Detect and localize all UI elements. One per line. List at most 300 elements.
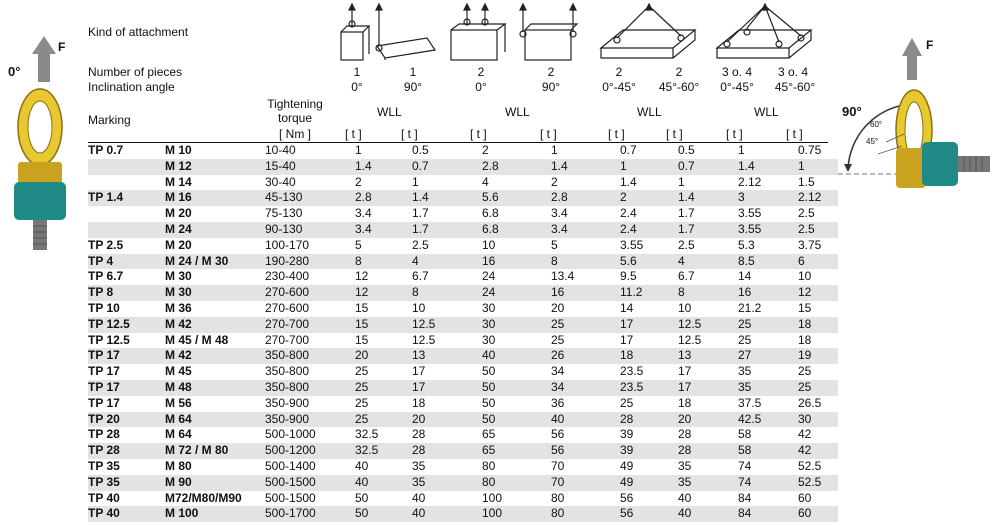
wll-cell: 3.4 — [551, 222, 620, 238]
wll-cell: 6.8 — [482, 222, 551, 238]
torque-cell: 350-800 — [265, 348, 355, 364]
wll-cell: 1.4 — [355, 159, 412, 175]
wll-cell: 28 — [678, 427, 692, 442]
wll-cell: 10 — [678, 300, 692, 315]
wll-cell: 100 — [482, 490, 503, 505]
table-row — [88, 175, 838, 191]
torque-cell: 500-1200 — [265, 443, 355, 459]
wll-cell: 50 — [355, 490, 369, 505]
angle-3: 0° — [475, 80, 487, 94]
table-row — [88, 159, 838, 175]
unit-t-8: [ t ] — [786, 127, 803, 141]
marking-cell: TP 40 — [88, 490, 120, 505]
wll-cell: 17 — [412, 364, 426, 379]
wll-cell: 1.7 — [412, 206, 429, 221]
torque-cell: 10-40 — [265, 143, 296, 157]
wll-cell: 24 — [482, 269, 496, 284]
table-row — [88, 348, 838, 364]
wll-cell: 28 — [620, 412, 678, 428]
table-row — [88, 380, 838, 396]
angle-8: 45°-60° — [774, 80, 816, 94]
wll-cell: 84 — [738, 490, 752, 505]
wll-cell: 80 — [482, 475, 551, 491]
wll-cell: 6.7 — [678, 269, 695, 284]
wll-cell: 8.5 — [738, 254, 798, 270]
table-row — [88, 301, 838, 317]
torque-cell: 75-130 — [265, 206, 303, 221]
wll-cell: 25 — [798, 364, 812, 379]
wll-cell: 56 — [551, 427, 565, 442]
thread-cell: M 30 — [165, 285, 265, 301]
thread-cell: M 64 — [165, 427, 192, 442]
thread-cell: M 64 — [165, 412, 265, 428]
pieces-8: 3 o. 4 — [777, 65, 809, 79]
wll-cell: 5 — [551, 237, 558, 252]
marking-cell: TP 12.5 — [88, 317, 165, 333]
marking-cell: TP 2.5 — [88, 237, 124, 252]
wll-cell: 5.6 — [620, 254, 678, 270]
table-row — [88, 206, 838, 222]
wll-cell: 56 — [620, 490, 634, 505]
wll-cell: 18 — [620, 348, 678, 364]
wll-cell: 84 — [738, 506, 798, 522]
wll-cell: 28 — [678, 443, 738, 459]
wll-cell: 30 — [798, 412, 838, 428]
pieces-2: 1 — [409, 65, 417, 79]
wll-cell: 1 — [355, 143, 362, 157]
wll-cell: 40 — [355, 475, 412, 491]
wll-cell: 35 — [412, 458, 426, 473]
wll-cell: 25 — [355, 395, 369, 410]
marking-cell: TP 35 — [88, 458, 120, 473]
wll-cell: 40 — [551, 412, 620, 428]
wll-cell: 5.3 — [738, 237, 755, 252]
torque-cell: 30-40 — [265, 174, 296, 189]
wll-cell: 42 — [798, 427, 812, 442]
wll-cell: 3.75 — [798, 237, 822, 252]
wll-cell: 12.5 — [412, 332, 436, 347]
wll-cell: 27 — [738, 348, 798, 364]
torque-cell: 350-800 — [265, 380, 355, 396]
wll-cell: 2 — [620, 190, 678, 206]
wll-cell: 0.5 — [412, 143, 429, 157]
table-row — [88, 396, 838, 412]
wll-cell: 50 — [482, 380, 551, 396]
wll-cell: 25 — [355, 380, 412, 396]
wll-cell: 65 — [482, 427, 496, 442]
table-row — [88, 333, 838, 349]
wll-cell: 12.5 — [678, 332, 702, 347]
table-row — [88, 222, 838, 238]
unit-t-4: [ t ] — [540, 127, 557, 141]
wll-cell: 5 — [355, 237, 362, 252]
angle-4: 90° — [541, 80, 561, 94]
wll-cell: 3.55 — [620, 237, 644, 252]
pieces-6: 2 — [675, 65, 683, 79]
wll-cell: 34 — [551, 380, 620, 396]
wll-cell: 49 — [620, 475, 678, 491]
table-row — [88, 491, 838, 507]
wll-cell: 58 — [738, 443, 798, 459]
wll-cell: 1.7 — [412, 222, 482, 238]
wll-cell: 39 — [620, 443, 678, 459]
wll-cell: 37.5 — [738, 395, 762, 410]
wll-cell: 16 — [551, 285, 620, 301]
wll-cell: 2 — [482, 143, 489, 157]
wll-cell: 8 — [678, 285, 738, 301]
marking-cell: TP 8 — [88, 285, 165, 301]
wll-cell: 2.5 — [412, 237, 429, 252]
marking-cell — [88, 206, 165, 222]
attachment-double-90-icon — [520, 4, 577, 60]
wll-cell: 1.4 — [738, 159, 798, 175]
wll-cell: 2 — [355, 174, 362, 189]
pieces-3: 2 — [477, 65, 485, 79]
angle-2: 90° — [403, 80, 423, 94]
wll-cell: 39 — [620, 427, 634, 442]
wll-cell: 19 — [798, 348, 838, 364]
pieces-7: 3 o. 4 — [721, 65, 753, 79]
wll-cell: 14 — [620, 300, 634, 315]
torque-cell: 500-1000 — [265, 427, 316, 442]
torque-cell: 500-1700 — [265, 506, 355, 522]
wll-cell: 3.4 — [355, 206, 372, 221]
wll-cell: 15 — [355, 332, 369, 347]
unit-t-6: [ t ] — [666, 127, 683, 141]
angle-7: 0°-45° — [720, 80, 754, 94]
torque-cell: 500-1500 — [265, 490, 316, 505]
thread-cell: M 90 — [165, 475, 265, 491]
wll-cell: 5.6 — [482, 190, 551, 206]
wll-cell: 2.8 — [551, 190, 620, 206]
table-row — [88, 238, 838, 254]
wll-cell: 8 — [551, 254, 620, 270]
wll-cell: 25 — [355, 412, 412, 428]
wll-cell: 40 — [678, 490, 692, 505]
wll-cell: 30 — [482, 332, 496, 347]
thread-cell: M 45 — [165, 364, 192, 379]
wll-cell: 1.7 — [678, 206, 695, 221]
marking-cell: TP 17 — [88, 364, 120, 379]
wll-cell: 2.4 — [620, 222, 678, 238]
thread-cell: M 16 — [165, 190, 265, 206]
wll-cell: 17 — [620, 317, 678, 333]
unit-t-5: [ t ] — [608, 127, 625, 141]
wll-cell: 1.5 — [798, 174, 815, 189]
thread-cell: M 20 — [165, 237, 192, 252]
pieces-4: 2 — [547, 65, 555, 79]
wll-cell: 35 — [412, 475, 482, 491]
left-angle-label: 0° — [8, 64, 21, 79]
wll-cell: 40 — [412, 506, 482, 522]
wll-cell: 65 — [482, 443, 551, 459]
wll-table — [88, 143, 838, 522]
thread-cell: M 42 — [165, 317, 265, 333]
thread-cell: M 80 — [165, 458, 192, 473]
wll-cell: 1.4 — [412, 190, 482, 206]
wll-cell: 9.5 — [620, 269, 637, 284]
wll-cell: 1 — [551, 143, 558, 157]
attachment-single-90-icon — [376, 4, 435, 60]
wll-cell: 3 — [738, 190, 798, 206]
wll-cell: 15 — [798, 300, 812, 315]
wll-cell: 21.2 — [738, 300, 762, 315]
wll-cell: 2.12 — [738, 174, 762, 189]
wll-cell: 40 — [355, 458, 369, 473]
wll-table-body — [88, 143, 838, 522]
wll-cell: 6.8 — [482, 206, 499, 221]
wll-cell: 8 — [355, 254, 412, 270]
torque-cell: 190-280 — [265, 254, 355, 270]
number-of-pieces-label: Number of pieces — [88, 65, 183, 79]
wll-header-1: WLL — [377, 105, 402, 119]
marking-cell: TP 35 — [88, 475, 165, 491]
wll-cell: 8 — [412, 285, 482, 301]
table-row — [88, 269, 838, 285]
torque-cell: 350-900 — [265, 395, 310, 410]
wll-cell: 28 — [412, 427, 426, 442]
wll-cell: 13 — [412, 348, 482, 364]
wll-cell: 30 — [482, 317, 551, 333]
marking-cell: TP 1.4 — [88, 190, 165, 206]
wll-cell: 23.5 — [620, 364, 644, 379]
wll-cell: 32.5 — [355, 427, 379, 442]
wll-cell: 30 — [482, 300, 496, 315]
wll-cell: 20 — [678, 412, 738, 428]
wll-cell: 18 — [678, 395, 692, 410]
wll-cell: 50 — [482, 395, 496, 410]
table-row — [88, 285, 838, 301]
marking-cell: TP 20 — [88, 412, 165, 428]
wll-cell: 0.7 — [678, 159, 738, 175]
wll-cell: 2.5 — [798, 222, 838, 238]
wll-cell: 4 — [482, 174, 489, 189]
marking-cell: TP 6.7 — [88, 269, 124, 284]
wll-cell: 50 — [355, 506, 412, 522]
thread-cell: M 45 / M 48 — [165, 332, 229, 347]
wll-cell: 1 — [678, 174, 685, 189]
wll-cell: 20 — [412, 412, 482, 428]
marking-cell — [88, 159, 165, 175]
wll-cell: 12 — [355, 269, 369, 284]
wll-cell: 17 — [678, 364, 692, 379]
wll-cell: 6.7 — [412, 269, 429, 284]
wll-cell: 40 — [678, 506, 738, 522]
torque-cell: 270-600 — [265, 300, 310, 315]
wll-cell: 25 — [551, 332, 565, 347]
wll-cell: 40 — [482, 348, 551, 364]
wll-cell: 26.5 — [798, 395, 822, 410]
wll-cell: 1.7 — [678, 222, 738, 238]
attachment-diagrams — [335, 2, 830, 62]
wll-cell: 3.55 — [738, 206, 762, 221]
wll-cell: 74 — [738, 458, 752, 473]
wll-cell: 0.75 — [798, 143, 822, 157]
right-force-label: F — [926, 38, 934, 52]
wll-cell: 6 — [798, 254, 838, 270]
wll-header-3: WLL — [637, 105, 662, 119]
torque-cell: 500-1400 — [265, 458, 316, 473]
wll-cell: 13.4 — [551, 269, 575, 284]
table-row — [88, 190, 838, 206]
table-row — [88, 412, 838, 428]
wll-cell: 1.4 — [678, 190, 738, 206]
marking-cell: TP 12.5 — [88, 332, 130, 347]
wll-cell: 25 — [620, 395, 634, 410]
wll-cell: 36 — [551, 395, 565, 410]
wll-cell: 70 — [551, 458, 565, 473]
wll-cell: 1.4 — [620, 174, 637, 189]
kind-of-attachment-label: Kind of attachment — [88, 25, 189, 39]
wll-cell: 28 — [412, 443, 482, 459]
tightening-torque-label: Tightening torque — [267, 97, 323, 125]
table-row — [88, 475, 838, 491]
wll-cell: 0.7 — [412, 159, 482, 175]
wll-cell: 2.5 — [678, 237, 695, 252]
wll-cell: 56 — [551, 443, 620, 459]
wll-cell: 80 — [551, 506, 620, 522]
marking-cell — [88, 222, 165, 238]
marking-cell: TP 0.7 — [88, 143, 124, 157]
thread-cell: M 30 — [165, 269, 192, 284]
wll-cell: 16 — [482, 254, 551, 270]
wll-cell: 80 — [551, 490, 565, 505]
wll-cell: 56 — [620, 506, 678, 522]
wll-cell: 18 — [798, 332, 812, 347]
thread-cell: M 56 — [165, 395, 192, 410]
marking-cell: TP 10 — [88, 300, 120, 315]
marking-cell: TP 28 — [88, 443, 165, 459]
unit-t-3: [ t ] — [470, 127, 487, 141]
wll-cell: 60 — [798, 490, 812, 505]
unit-t-7: [ t ] — [726, 127, 743, 141]
wll-header-2: WLL — [505, 105, 530, 119]
wll-cell: 14 — [738, 269, 752, 284]
wll-cell: 11.2 — [620, 285, 678, 301]
wll-cell: 15 — [355, 300, 369, 315]
table-row — [88, 317, 838, 333]
wll-cell: 1 — [620, 159, 678, 175]
wll-cell: 17 — [412, 380, 482, 396]
right-angle-label: 90° — [842, 104, 862, 119]
marking-cell: TP 17 — [88, 395, 120, 410]
wll-cell: 18 — [798, 317, 838, 333]
wll-cell: 35 — [738, 364, 752, 379]
wll-cell: 1 — [738, 143, 745, 157]
wll-cell: 26 — [551, 348, 620, 364]
angle-5: 0°-45° — [602, 80, 636, 94]
wll-cell: 42.5 — [738, 412, 798, 428]
table-row — [88, 254, 838, 270]
wll-cell: 15 — [355, 317, 412, 333]
marking-cell — [88, 175, 165, 191]
marking-cell: TP 17 — [88, 380, 165, 396]
thread-cell: M 14 — [165, 174, 192, 189]
wll-cell: 80 — [482, 458, 496, 473]
thread-cell: M 42 — [165, 348, 265, 364]
wll-cell: 1.4 — [551, 159, 620, 175]
wll-cell: 12.5 — [412, 317, 482, 333]
thread-cell: M 72 / M 80 — [165, 443, 265, 459]
angle-1: 0° — [351, 80, 363, 94]
attachment-single-vertical-icon — [341, 4, 369, 60]
pieces-1: 1 — [353, 65, 361, 79]
pieces-5: 2 — [615, 65, 623, 79]
torque-cell: 45-130 — [265, 190, 355, 206]
wll-cell: 25 — [551, 317, 620, 333]
table-row — [88, 443, 838, 459]
wll-cell: 52.5 — [798, 458, 822, 473]
torque-cell: 90-130 — [265, 222, 355, 238]
table-row — [88, 459, 838, 475]
table-row — [88, 506, 838, 522]
torque-cell: 230-400 — [265, 269, 310, 284]
torque-cell: 270-600 — [265, 285, 355, 301]
marking-cell: TP 40 — [88, 506, 165, 522]
wll-cell: 17 — [620, 332, 634, 347]
torque-cell: 350-800 — [265, 364, 310, 379]
table-row — [88, 143, 838, 159]
wll-cell: 100 — [482, 506, 551, 522]
wll-cell: 16 — [738, 285, 798, 301]
wll-cell: 2.12 — [798, 190, 838, 206]
wll-cell: 13 — [678, 348, 738, 364]
wll-cell: 3.4 — [355, 222, 412, 238]
wll-cell: 12 — [798, 285, 838, 301]
wll-cell: 40 — [412, 490, 426, 505]
wll-cell: 2.4 — [620, 206, 637, 221]
right-small-angle-b: 45° — [866, 137, 879, 146]
right-small-angle-a: 60° — [870, 120, 883, 129]
wll-cell: 2.8 — [355, 190, 412, 206]
torque-cell: 15-40 — [265, 159, 355, 175]
wll-cell: 60 — [798, 506, 838, 522]
attachment-double-inclined-icon — [601, 4, 695, 58]
wll-cell: 25 — [798, 380, 838, 396]
thread-cell: M 20 — [165, 206, 192, 221]
wll-cell: 3.4 — [551, 206, 568, 221]
torque-cell: 270-700 — [265, 317, 355, 333]
wll-header-4: WLL — [754, 105, 779, 119]
left-force-label: F — [58, 40, 66, 54]
thread-cell: M 100 — [165, 506, 265, 522]
wll-cell: 2.5 — [798, 206, 815, 221]
marking-cell: TP 28 — [88, 427, 120, 442]
marking-cell: TP 4 — [88, 254, 165, 270]
wll-cell: 1 — [798, 159, 838, 175]
torque-unit-label: [ Nm ] — [279, 127, 311, 141]
wll-cell: 25 — [738, 332, 752, 347]
wll-cell: 20 — [355, 348, 412, 364]
wll-cell: 3.55 — [738, 222, 798, 238]
inclination-angle-label: Inclination angle — [88, 80, 175, 94]
wll-cell: 42 — [798, 443, 838, 459]
wll-cell: 4 — [678, 254, 738, 270]
torque-cell: 350-900 — [265, 412, 355, 428]
wll-cell: 74 — [738, 475, 798, 491]
wll-cell: 2.8 — [482, 159, 551, 175]
wll-cell: 10 — [482, 237, 496, 252]
wll-cell: 49 — [620, 458, 634, 473]
wll-cell: 35 — [738, 380, 798, 396]
wll-cell: 1 — [412, 174, 419, 189]
wll-cell: 18 — [412, 395, 426, 410]
wll-cell: 10 — [798, 269, 812, 284]
marking-label: Marking — [88, 113, 131, 127]
angle-6: 45°-60° — [658, 80, 700, 94]
wll-cell: 52.5 — [798, 475, 838, 491]
wll-cell: 70 — [551, 475, 620, 491]
